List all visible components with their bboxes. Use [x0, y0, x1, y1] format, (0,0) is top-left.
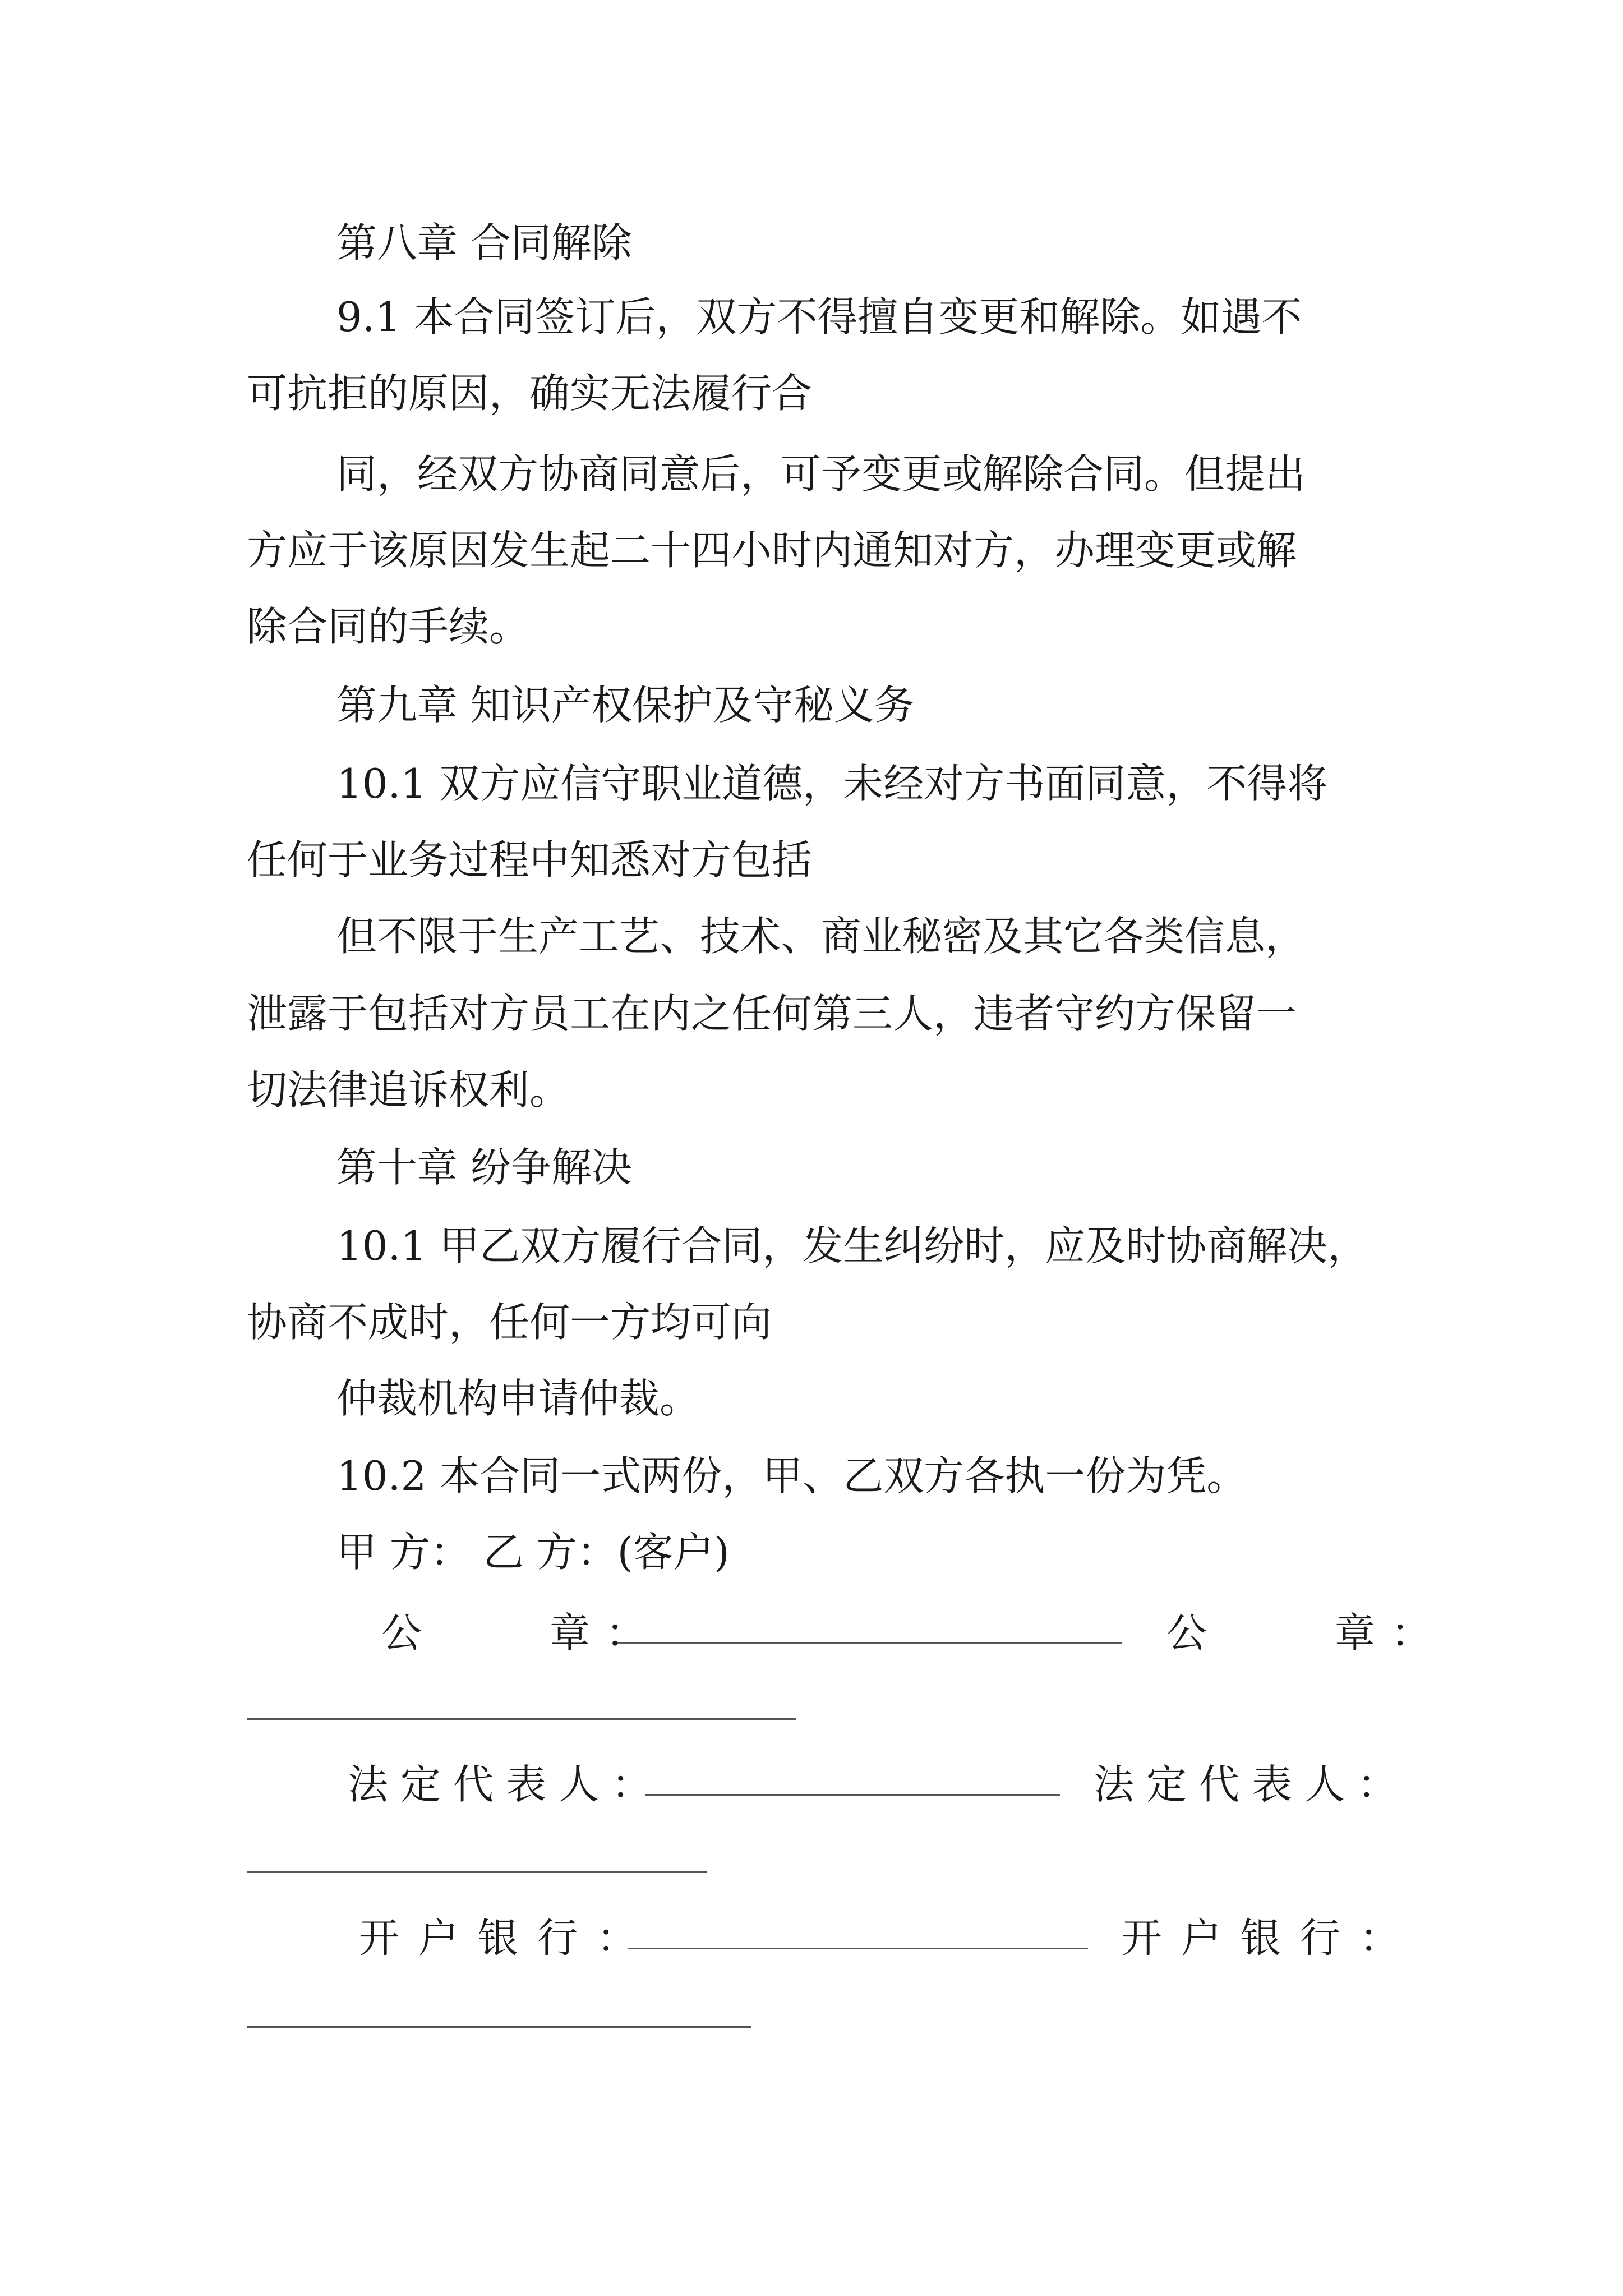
bank-blank-right[interactable] — [247, 2026, 751, 2028]
clause-9-1-line-2: 可抗拒的原因，确实无法履行合 — [247, 370, 813, 417]
clause-10-1-line-3: 但不限于生产工艺、技术、商业秘密及其它各类信息， — [336, 913, 1306, 960]
bank-label-right: 开户银行： — [1122, 1915, 1419, 1962]
chapter-10-heading: 第十章 纷争解决 — [336, 1144, 632, 1191]
dispute-clause-line-1: 10.1 甲乙双方履行合同，发生纠纷时，应及时协商解决， — [336, 1222, 1368, 1269]
clause-10-1-line-1: 10.1 双方应信守职业道德，未经对方书面同意，不得将 — [336, 760, 1328, 807]
clause-10-1-line-5: 切法律追诉权利。 — [247, 1066, 570, 1114]
seal-blank-left[interactable] — [617, 1642, 1122, 1644]
representative-row — [0, 1754, 1623, 1821]
clause-10-1-line-4: 泄露于包括对方员工在内之任何第三人，违者守约方保留一 — [247, 990, 1297, 1037]
seal-label-left: 公 章： — [381, 1609, 662, 1657]
bank-row — [0, 1907, 1623, 1975]
representative-label-left: 法定代表人： — [348, 1761, 665, 1808]
clause-9-1-line-3: 同，经双方协商同意后，可予变更或解除合同。但提出 — [336, 450, 1306, 498]
clause-9-1-line-4: 方应于该原因发生起二十四小时内通知对方，办理变更或解 — [247, 527, 1297, 574]
dispute-clause-line-2: 协商不成时，任何一方均可向 — [247, 1299, 772, 1346]
chapter-9-heading: 第九章 知识产权保护及守秘义务 — [336, 682, 915, 729]
representative-blank-right[interactable] — [247, 1871, 707, 1873]
parties-line: 甲 方： 乙 方：(客户) — [336, 1529, 730, 1576]
clause-10-2: 10.2 本合同一式两份，甲、乙双方各执一份为凭。 — [336, 1452, 1247, 1499]
chapter-8-heading: 第八章 合同解除 — [336, 219, 632, 266]
clause-10-1-line-2: 任何于业务过程中知悉对方包括 — [247, 836, 813, 884]
seal-label-right: 公 章： — [1166, 1609, 1447, 1657]
representative-label-right: 法定代表人： — [1094, 1761, 1410, 1808]
representative-blank-left[interactable] — [645, 1794, 1060, 1796]
clause-9-1-line-5: 除合同的手续。 — [247, 603, 530, 650]
bank-blank-left[interactable] — [628, 1948, 1088, 1949]
seal-row — [0, 1602, 1623, 1669]
dispute-clause-line-3: 仲裁机构申请仲裁。 — [336, 1375, 700, 1422]
bank-label-left: 开户银行： — [359, 1915, 657, 1962]
seal-blank-right[interactable] — [247, 1718, 796, 1720]
clause-9-1-line-1: 9.1 本合同签订后，双方不得擅自变更和解除。如遇不 — [336, 293, 1302, 341]
